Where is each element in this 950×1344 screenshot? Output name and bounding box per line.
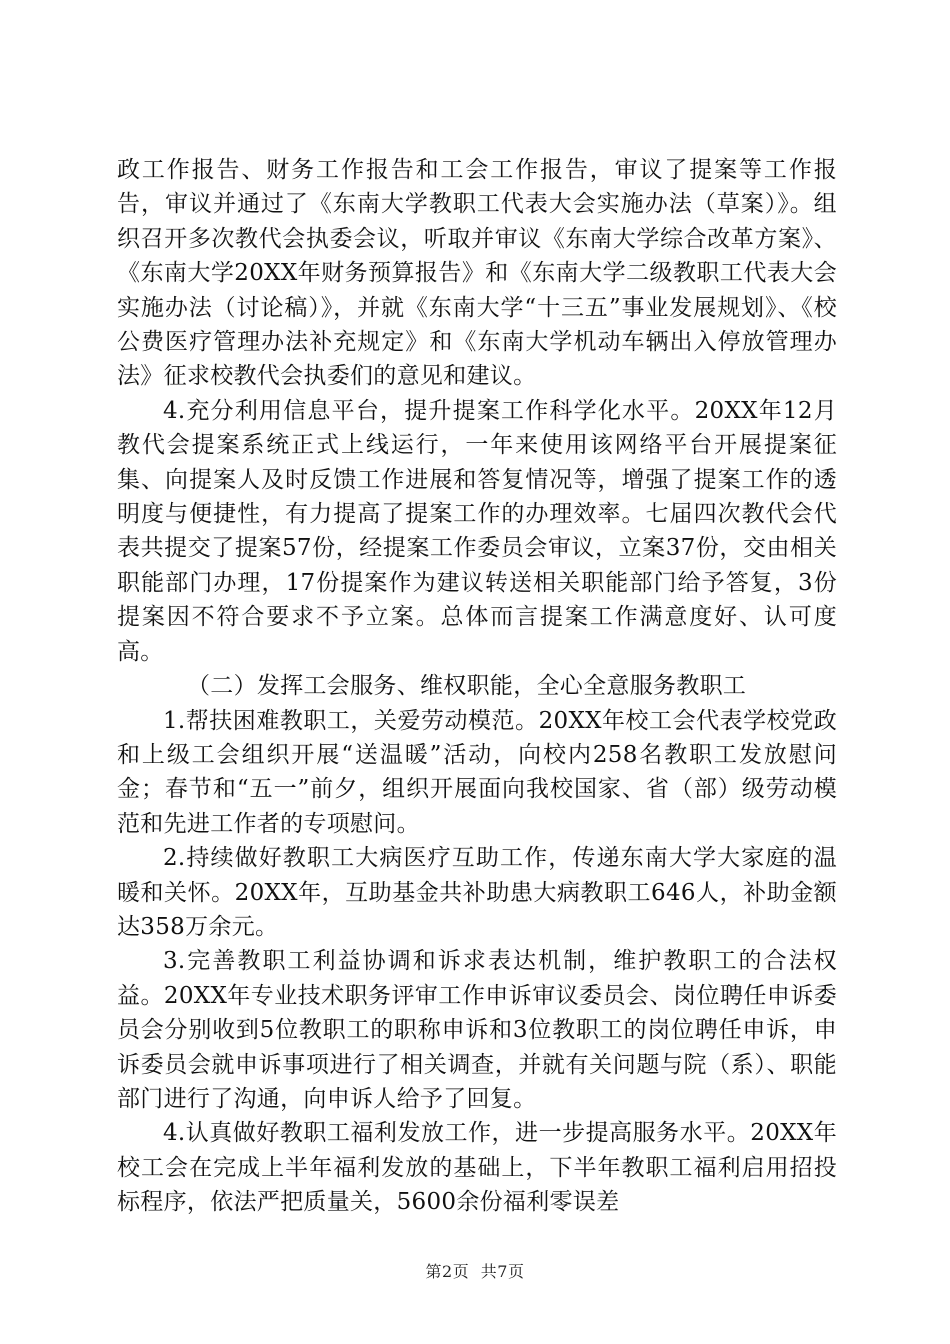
document-body bbox=[117, 153, 837, 1220]
paragraph-item-3-rights-protection: 3.完善教职工利益协调和诉求表达机制，维护教职工的合法权益。20XX年专业技术职务评审工作申诉审议委员会、岗位聘任申诉委员会分别收到5位教职工的职称申诉和3位教职工的岗位聘任申诉，申诉委员会就申诉事项进行了相关调查，并就有关问题与院（系）、职能部门进行了沟通，向申诉人给予了回复。 bbox=[117, 948, 837, 1112]
paragraph-item-4-proposal-platform: 4.充分利用信息平台，提升提案工作科学化水平。20XX年12月教代会提案系统正式上线运行，一年来使用该网络平台开展提案征集、向提案人及时反馈工作进展和答复情况等，增强了提案工作的透明度与便捷性，有力提高了提案工作的办理效率。七届四次教代会代表共提交了提案57份，经提案工作委员会审议，立案37份，交由相关职能部门办理，17份提案作为建议转送相关职能部门给予答复，3份提案因不符合要求不予立案。总体而言提案工作满意度好、认可度高。 bbox=[117, 397, 837, 665]
paragraph-continued-report: 政工作报告、财务工作报告和工会工作报告，审议了提案等工作报告，审议并通过了《东南大学教职工代表大会实施办法（草案）》。组织召开多次教代会执委会议，听取并审议《东南大学综合改革方案》、《东南大学20XX年财务预算报告》和《东南大学二级教职工代表大会实施办法（讨论稿）》，并就《东南大学“十三五”事业发展规划》、《校公费医疗管理办法补充规定》和《东南大学机动车辆出入停放管理办法》征求校教代会执委们的意见和建议。 bbox=[117, 157, 837, 390]
paragraph-item-4-welfare-distribution: 4.认真做好教职工福利发放工作，进一步提高服务水平。20XX年校工会在完成上半年福利发放的基础上，下半年教职工福利启用招投标程序，依法严把质量关，5600余份福利零误差 bbox=[117, 1120, 837, 1216]
page-number: 第2页 bbox=[425, 1262, 470, 1281]
section-heading-union-service: （二）发挥工会服务、维权职能，全心全意服务教职工 bbox=[187, 673, 747, 700]
paragraph-item-2-medical-mutual-aid: 2.持续做好教职工大病医疗互助工作，传递东南大学大家庭的温暖和关怀。20XX年，互助基金共补助患大病教职工646人，补助金额达358万余元。 bbox=[117, 845, 837, 940]
paragraph-item-1-assistance: 1.帮扶困难教职工，关爱劳动模范。20XX年校工会代表学校党政和上级工会组织开展“送温暖”活动，向校内258名教职工发放慰问金；春节和“五一”前夕，组织开展面向我校国家、省（部）级劳动模范和先进工作者的专项慰问。 bbox=[117, 707, 837, 837]
page-footer bbox=[0, 1259, 950, 1282]
page-total: 共7页 bbox=[480, 1262, 525, 1281]
